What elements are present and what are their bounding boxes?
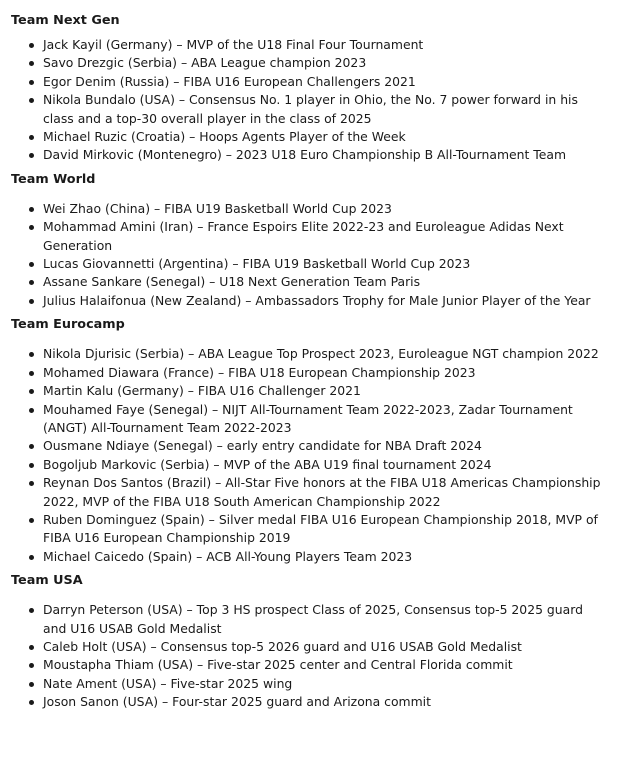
list-item: Mouhamed Faye (Senegal) – NIJT All-Tournament Team 2022-2023, Zadar Tournament (ANGT) All-Tournament Team 2022-2023	[43, 401, 605, 438]
section-team-eurocamp	[11, 316, 605, 566]
section-team-next-gen	[11, 12, 605, 165]
player-list	[11, 345, 605, 566]
list-item: Savo Drezgic (Serbia) – ABA League champion 2023	[43, 54, 605, 72]
list-item: Darryn Peterson (USA) – Top 3 HS prospect Class of 2025, Consensus top-5 2025 guard and U16 USAB Gold Medalist	[43, 601, 605, 638]
list-item: Lucas Giovannetti (Argentina) – FIBA U19 Basketball World Cup 2023	[43, 255, 605, 273]
list-item: Ruben Dominguez (Spain) – Silver medal FIBA U16 European Championship 2018, MVP of FIBA U16 European Championship 2019	[43, 511, 605, 548]
player-list	[11, 601, 605, 711]
list-item: Mohamed Diawara (France) – FIBA U18 European Championship 2023	[43, 364, 605, 382]
player-list	[11, 36, 605, 165]
list-item: Joson Sanon (USA) – Four-star 2025 guard and Arizona commit	[43, 693, 605, 711]
list-item: Moustapha Thiam (USA) – Five-star 2025 center and Central Florida commit	[43, 656, 605, 674]
team-heading: Team USA	[11, 573, 83, 589]
list-item: Bogoljub Markovic (Serbia) – MVP of the ABA U19 final tournament 2024	[43, 456, 605, 474]
team-heading: Team World	[11, 171, 96, 187]
list-item: Martin Kalu (Germany) – FIBA U16 Challenger 2021	[43, 382, 605, 400]
list-item: Nikola Bundalo (USA) – Consensus No. 1 player in Ohio, the No. 7 power forward in his class and a top-30 overall player in the class of 2025	[43, 91, 605, 128]
list-item: Michael Caicedo (Spain) – ACB All-Young Players Team 2023	[43, 548, 605, 566]
list-item: Caleb Holt (USA) – Consensus top-5 2026 guard and U16 USAB Gold Medalist	[43, 638, 605, 656]
list-item: Nate Ament (USA) – Five-star 2025 wing	[43, 675, 605, 693]
player-list	[11, 200, 605, 310]
list-item: Assane Sankare (Senegal) – U18 Next Generation Team Paris	[43, 273, 605, 291]
list-item: Mohammad Amini (Iran) – France Espoirs Elite 2022-23 and Euroleague Adidas Next Generation	[43, 218, 605, 255]
list-item: Reynan Dos Santos (Brazil) – All-Star Five honors at the FIBA U18 Americas Championship 2022, MVP of the FIBA U18 South American Championship 2022	[43, 474, 605, 511]
list-item: Ousmane Ndiaye (Senegal) – early entry candidate for NBA Draft 2024	[43, 437, 605, 455]
list-item: Jack Kayil (Germany) – MVP of the U18 Final Four Tournament	[43, 36, 605, 54]
list-item: Egor Denim (Russia) – FIBA U16 European Challengers 2021	[43, 73, 605, 91]
list-item: Nikola Djurisic (Serbia) – ABA League Top Prospect 2023, Euroleague NGT champion 2022	[43, 345, 605, 363]
list-item: Wei Zhao (China) – FIBA U19 Basketball World Cup 2023	[43, 200, 605, 218]
list-item: Michael Ruzic (Croatia) – Hoops Agents Player of the Week	[43, 128, 605, 146]
section-team-usa	[11, 572, 605, 711]
team-heading: Team Next Gen	[11, 13, 120, 28]
list-item: Julius Halaifonua (New Zealand) – Ambassadors Trophy for Male Junior Player of the Year	[43, 292, 605, 310]
list-item: David Mirkovic (Montenegro) – 2023 U18 Euro Championship B All-Tournament Team	[43, 146, 605, 164]
section-team-world	[11, 171, 605, 310]
team-heading: Team Eurocamp	[11, 317, 125, 333]
